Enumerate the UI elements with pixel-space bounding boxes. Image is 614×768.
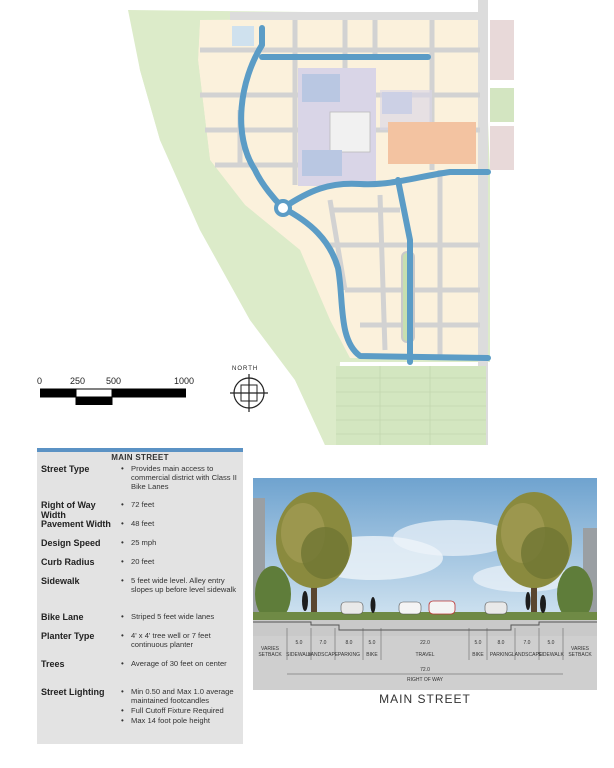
dim-sidewalk-left: 5.0 — [295, 640, 303, 646]
row-bike-lane — [37, 612, 243, 622]
row-value: • Provides main access to commercial district with Class II Bike Lanes — [121, 464, 239, 491]
right-buildings-2 — [490, 126, 514, 170]
zone-travel: TRAVEL — [415, 652, 435, 658]
north-label: NORTH — [232, 366, 259, 372]
row-label: Right of Way Width — [41, 500, 96, 520]
right-green — [490, 88, 514, 122]
row-pavement-width — [37, 519, 243, 529]
row-value: • 20 feet — [121, 557, 239, 566]
scale-label-0: 0 — [37, 376, 43, 386]
row-label: Bike Lane — [41, 612, 84, 622]
row-label: Street Lighting — [41, 687, 105, 697]
street-section-illustration — [253, 478, 597, 690]
scale-label-250: 250 — [70, 376, 86, 386]
row-dimension: 72.0 — [420, 667, 430, 673]
row-value: • Min 0.50 and Max 1.0 average maintained footcandles — [121, 687, 239, 705]
row-value: • Striped 5 feet wide lanes — [121, 612, 239, 621]
zone-bike-left: BIKE — [366, 652, 378, 658]
row-value: • 25 mph — [121, 538, 239, 547]
zone-landscape-right: LANDSCAPE — [511, 652, 543, 658]
civic-building-2 — [330, 112, 370, 152]
section-title: MAIN STREET — [379, 692, 471, 706]
row-street-type — [37, 464, 243, 492]
row-planter-type — [37, 631, 243, 650]
zone-varies-right: VARIES — [571, 646, 589, 652]
row-right-of-way — [37, 500, 243, 520]
row-value: • 4' x 4' tree well or 7 feet continuous planter — [121, 631, 239, 649]
row-label: Street Type — [41, 464, 90, 474]
row-street-lighting — [37, 687, 243, 726]
commercial-parcel — [388, 122, 476, 164]
row-label: Sidewalk — [41, 576, 80, 586]
row-curb-radius — [37, 557, 243, 567]
zone-landscape-left: LANDSCAPE — [307, 652, 339, 658]
civic-building-3 — [302, 150, 342, 176]
row-label: Curb Radius — [41, 557, 95, 567]
zone-varies-left: VARIES — [261, 646, 279, 652]
zone-parking-left: PARKING — [337, 652, 361, 658]
dim-parking-right: 8.0 — [497, 640, 505, 646]
dim-landscape-left: 7.0 — [319, 640, 327, 646]
row-label: RIGHT OF WAY — [406, 677, 444, 683]
row-value: • 72 feet — [121, 500, 239, 509]
zone-bike-right: BIKE — [472, 652, 484, 658]
north-arrow-icon — [226, 366, 272, 412]
top-road — [230, 12, 482, 20]
dim-bike-right: 5.0 — [474, 640, 482, 646]
dim-parking-left: 8.0 — [345, 640, 353, 646]
dim-sidewalk-right: 5.0 — [547, 640, 555, 646]
utility-site — [232, 26, 254, 46]
row-value: • Max 14 foot pole height — [121, 716, 239, 725]
row-label: Trees — [41, 659, 65, 669]
table-title: MAIN STREET — [111, 453, 169, 462]
setback-left: SETBACK — [258, 652, 282, 658]
civic-building-1 — [302, 74, 340, 102]
row-value: • Full Cutoff Fixture Required — [121, 706, 239, 715]
roundabout — [276, 201, 290, 215]
row-value: • Average of 30 feet on center — [121, 659, 239, 668]
zone-sidewalk-right: SIDEWALK — [538, 652, 564, 658]
row-value: • 48 feet — [121, 519, 239, 528]
row-sidewalk — [37, 576, 243, 595]
dim-bike-left: 5.0 — [368, 640, 376, 646]
zone-parking-right: PARKING — [489, 652, 513, 658]
row-label: Planter Type — [41, 631, 95, 641]
scale-bar — [40, 387, 186, 407]
row-trees — [37, 659, 243, 669]
street-standards-table — [37, 448, 243, 744]
row-design-speed — [37, 538, 243, 548]
setback-right: SETBACK — [568, 652, 592, 658]
row-label: Design Speed — [41, 538, 101, 548]
row-value: • 5 feet wide level. Alley entry slopes up before level sidewalk — [121, 576, 239, 594]
dim-landscape-right: 7.0 — [523, 640, 531, 646]
dim-travel: 22.0 — [420, 640, 430, 646]
scale-label-1000: 1000 — [174, 376, 195, 386]
scale-label-500: 500 — [106, 376, 122, 386]
zone-sidewalk-left: SIDEWALK — [286, 652, 312, 658]
row-label: Pavement Width — [41, 519, 111, 529]
right-buildings — [490, 20, 514, 80]
